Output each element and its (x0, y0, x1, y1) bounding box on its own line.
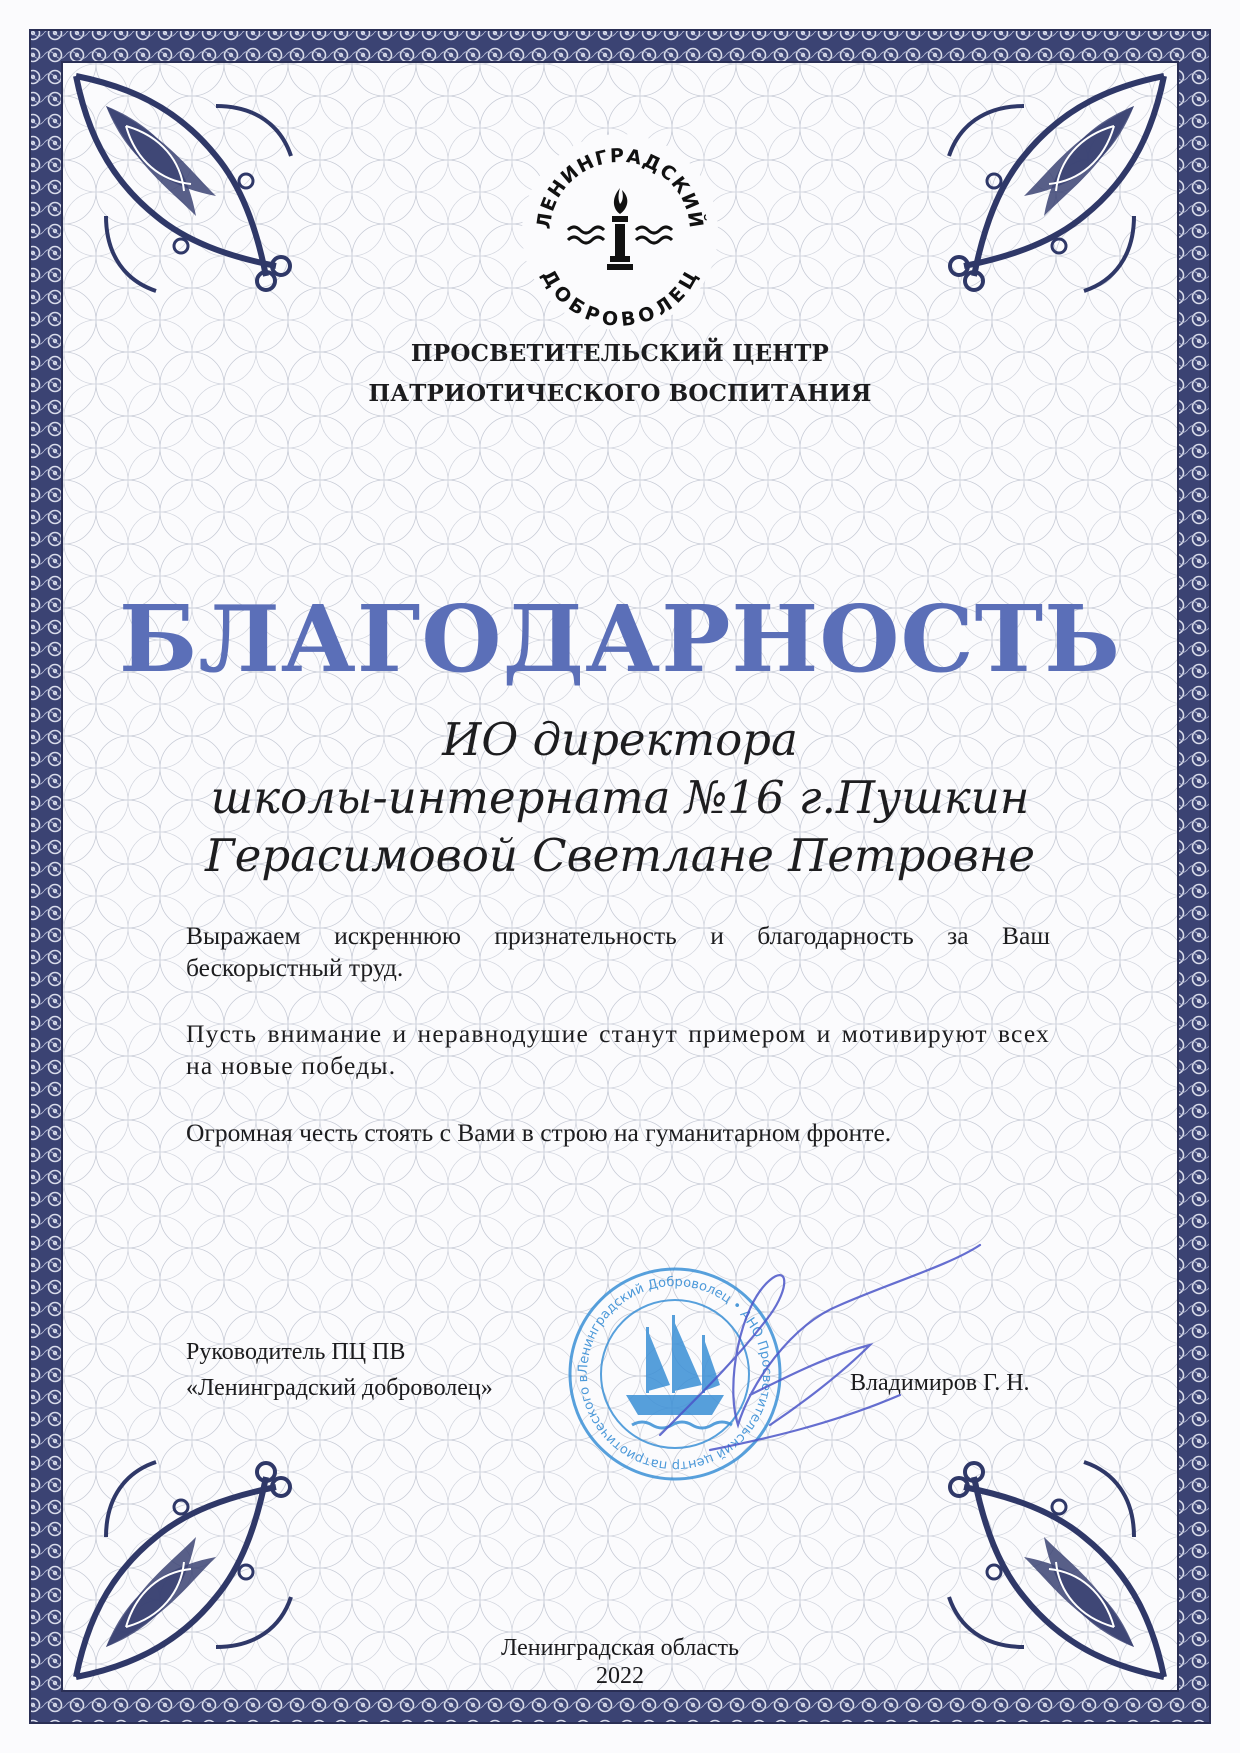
signature-role (186, 1334, 493, 1406)
footer-year: 2022 (596, 1663, 644, 1689)
logo-top-text: ЛЕНИНГРАДСКИЙ (532, 144, 708, 231)
certificate-title: БЛАГОДАРНОСТЬ (118, 585, 1122, 693)
body-paragraph-2: Пусть внимание и неравнодушие станут примером и мотивируют всех на новые победы. (186, 1019, 1050, 1080)
organization-name-line1: ПРОСВЕТИТЕЛЬСКИЙ ЦЕНТР (410, 340, 830, 367)
recipient-name: Герасимовой Светлане Петровне (204, 829, 1036, 882)
body-paragraph-3: Огромная честь стоять с Вами в строю на гуманитарном фронте. (186, 1118, 892, 1147)
organization-logo (518, 130, 722, 334)
footer-region: Ленинградская область (501, 1635, 739, 1661)
stamp-text: Ленинградский Доброволец • АНО Просветительский центр патриотического в (575, 1274, 775, 1474)
organization-name-line2: ПАТРИОТИЧЕСКОГО ВОСПИТАНИЯ (368, 380, 872, 407)
signature-role-line2: «Ленинградский доброволец» (186, 1375, 493, 1401)
body-paragraph-1: Выражаем искреннюю признательность и благодарность за Ваш бескорыстный труд. (186, 921, 1050, 982)
recipient-position: ИО директора (442, 713, 798, 766)
recipient-school: школы-интерната №16 г.Пушкин (210, 771, 1030, 824)
handwritten-signature (620, 1235, 1000, 1485)
logo-bottom-text: ДОБРОВОЛЕЦ (536, 265, 704, 332)
signatory-name: Владимиров Г. Н. (850, 1370, 1030, 1396)
signature-role-line1: Руководитель ПЦ ПВ (186, 1339, 406, 1365)
